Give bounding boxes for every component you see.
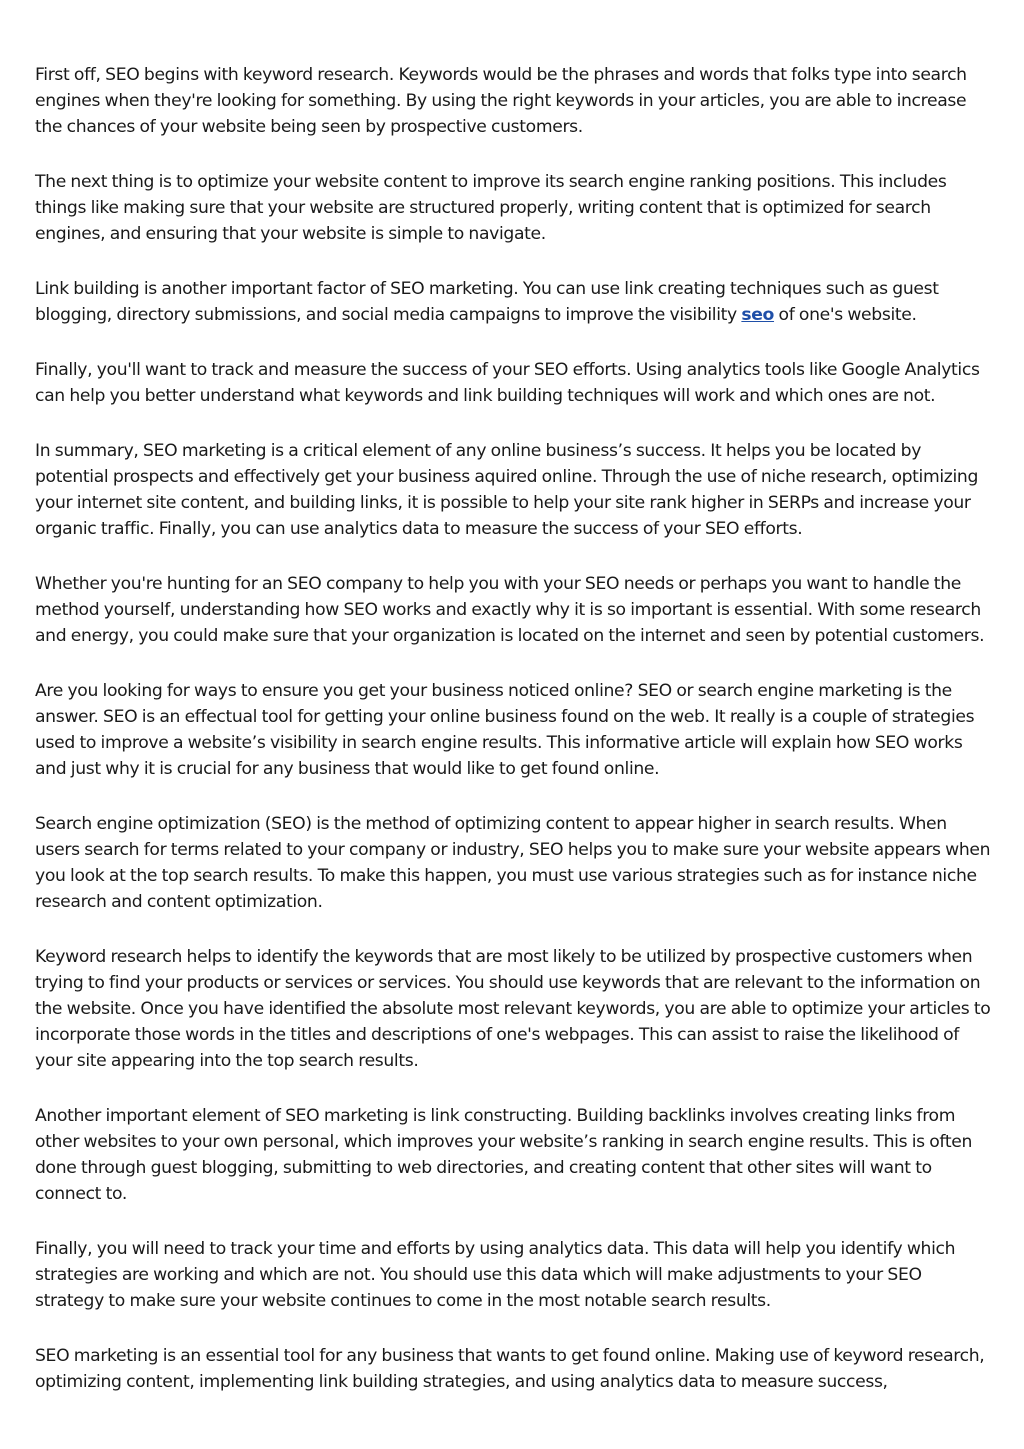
seo-link[interactable]: seo: [741, 305, 775, 325]
paragraph-summary: In summary, SEO marketing is a critical element of any online business’s success. It helps you be located by potential prospects and effectively get your business aquired online. Through the use of niche research, optimizing your internet site content, and building links, it is possible to help your site rank higher in SERPs and increase your organic traffic. Finally, you can use analytics data to measure the success of your SEO efforts.: [35, 441, 979, 539]
paragraph-optimize-content: The next thing is to optimize your website content to improve its search engine ranking positions. This includes things like making sure that your website are structured properly, writing content that is optimized for search engines, and ensuring that your website is simple to navigate.: [35, 172, 947, 244]
paragraph-analytics-data: Finally, you will need to track your time and efforts by using analytics data. This data will help you identify which strategies are working and which are not. You should use this data which will make adjustments to your SEO strategy to make sure your website continues to come in the most notable search results.: [35, 1239, 956, 1311]
document-page: [35, 62, 995, 1424]
paragraph-keyword-research-intro: First off, SEO begins with keyword research. Keywords would be the phrases and words that folks type into search engines when they're looking for something. By using the right keywords in your articles, you are able to increase the chances of your website being seen by prospective customers.: [35, 65, 967, 137]
paragraph-link-building-text-after: of one's website.: [774, 305, 917, 325]
paragraph-seo-company: Whether you're hunting for an SEO company to help you with your SEO needs or perhaps you want to handle the method yourself, understanding how SEO works and exactly why it is so important is essential. With some research and energy, you could make sure that your organization is located on the internet and seen by potential customers.: [35, 574, 985, 646]
paragraph-business-noticed: Are you looking for ways to ensure you get your business noticed online? SEO or search engine marketing is the answer. SEO is an effectual tool for getting your online business found on the web. It really is a couple of strategies used to improve a website’s visibility in search engine results. This informative article will explain how SEO works and just why it is crucial for any business that would like to get found online.: [35, 681, 975, 779]
paragraph-keyword-research: Keyword research helps to identify the keywords that are most likely to be utilized by prospective customers when trying to find your products or services or services. You should use keywords that are relevant to the information on the website. Once you have identified the absolute most relevant keywords, you are able to optimize your articles to incorporate those words in the titles and descriptions of one's webpages. This can assist to raise the likelihood of your site appearing into the top search results.: [35, 947, 991, 1071]
paragraph-track-success: Finally, you'll want to track and measure the success of your SEO efforts. Using analytics tools like Google Analytics can help you better understand what keywords and link building techniques will work and which ones are not.: [35, 360, 980, 406]
paragraph-link-constructing: Another important element of SEO marketing is link constructing. Building backlinks involves creating links from other websites to your own personal, which improves your website’s ranking in search engine results. This is often done through guest blogging, submitting to web directories, and creating content that other sites will want to connect to.: [35, 1106, 972, 1204]
paragraph-link-building-text-before: Link building is another important factor of SEO marketing. You can use link creating techniques such as guest blogging, directory submissions, and social media campaigns to improve the visibility: [35, 279, 939, 325]
paragraph-link-building: [35, 276, 995, 328]
paragraph-essential-tool: SEO marketing is an essential tool for any business that wants to get found online. Making use of keyword research, optimizing content, implementing link building strategies, and using analytics data to measure success,: [35, 1346, 985, 1392]
paragraph-seo-definition: Search engine optimization (SEO) is the method of optimizing content to appear higher in search results. When users search for terms related to your company or industry, SEO helps you to make sure your website appears when you look at the top search results. To make this happen, you must use various strategies such as for instance niche research and content optimization.: [35, 814, 991, 912]
